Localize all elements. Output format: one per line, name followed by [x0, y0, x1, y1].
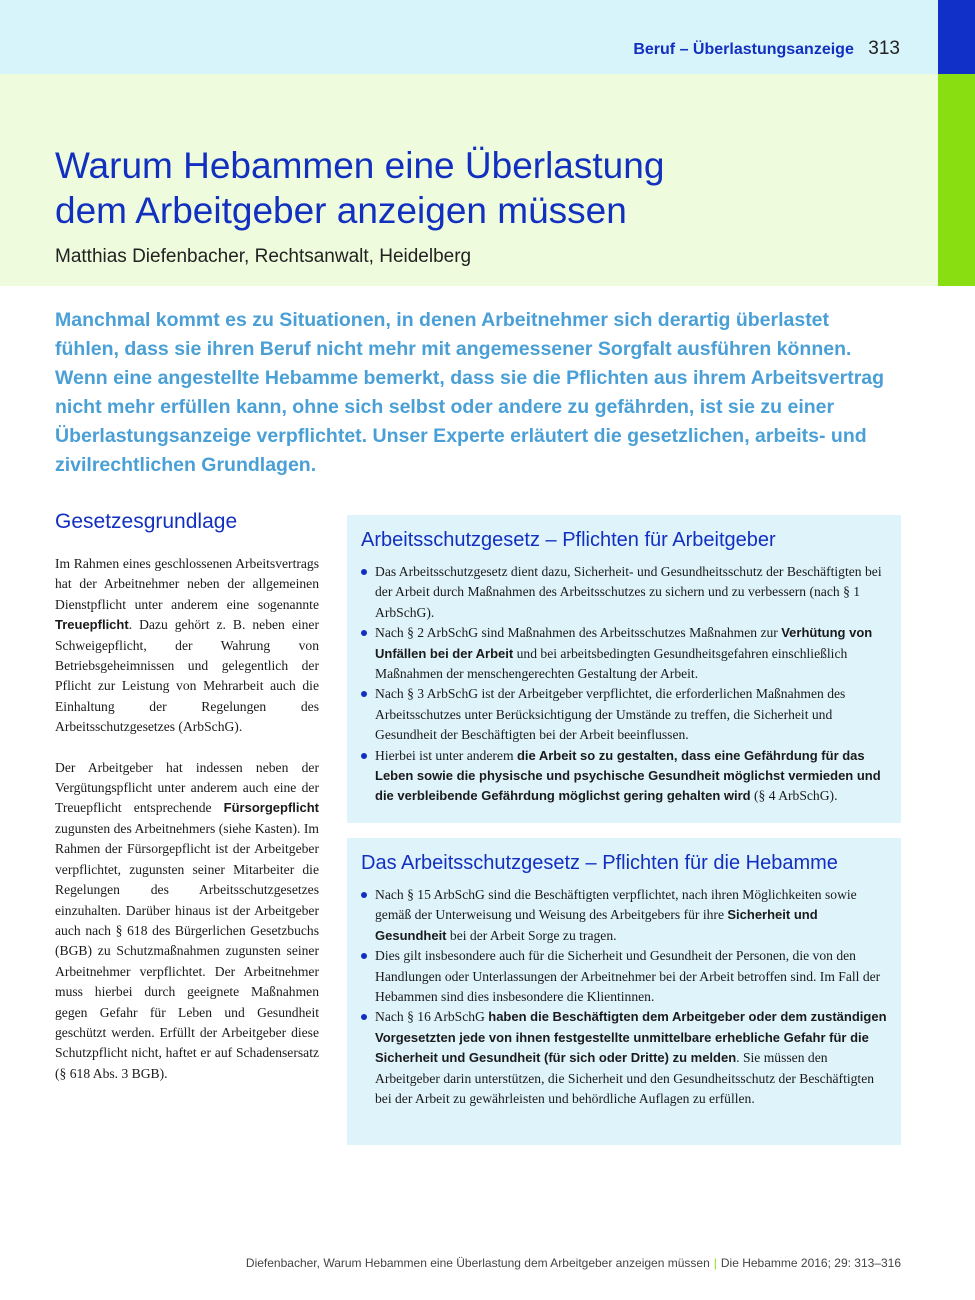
footer-journal: Die Hebamme 2016; 29: 313–316	[720, 1256, 901, 1270]
author-line: Matthias Diefenbacher, Rechtsanwalt, Heidelberg	[55, 246, 472, 267]
running-head	[633, 38, 900, 60]
bullet-icon	[361, 569, 367, 575]
list-item	[361, 623, 889, 684]
info-box-employer	[347, 515, 901, 823]
list-item	[361, 946, 889, 1007]
bold-term: Fürsorgepflicht	[223, 800, 319, 816]
footer-title: Warum Hebammen eine Überlastung dem Arbeitgeber anzeigen müssen	[323, 1256, 710, 1270]
footer-author: Diefenbacher,	[245, 1256, 320, 1270]
bold-term: die Arbeit so zu gestalten, dass eine Gefährdung für das Leben sowie die physische und psychische Gesundheit möglichst vermieden und die verbleibende Gefährdung möglichst gering gehalten wird	[375, 747, 881, 804]
body-paragraph-2	[55, 758, 319, 1085]
text-run: Hierbei ist unter anderem	[375, 747, 517, 763]
text-run: Das Arbeitsschutzgesetz dient dazu, Sicherheit- und Gesundheitsschutz der Beschäftigten bei der Arbeit durch Maßnahmen des Arbeitsschutzes zu sichern und zu verbessern (nach § 1 ArbSchG).	[375, 564, 882, 620]
article-title	[55, 143, 915, 233]
list-item	[361, 1007, 889, 1109]
bullet-list	[361, 885, 889, 1109]
bullet-icon	[361, 892, 367, 898]
bullet-icon	[361, 691, 367, 697]
body-paragraph-1	[55, 554, 319, 738]
text-run: und bei arbeitsbedingten Gesundheitsgefahren einschließlich Maßnahmen der menschengerechten Gestaltung der Arbeit.	[375, 645, 848, 682]
bullet-icon	[361, 753, 367, 759]
list-item	[361, 684, 889, 745]
text-run: (§ 4 ArbSchG).	[750, 788, 838, 804]
text-run: Nach § 3 ArbSchG ist der Arbeitgeber verpflichtet, die erforderlichen Maßnahmen des Arbeitsschutzes unter Berücksichtigung der Umstände zu treffen, die Sicherheit und Gesundheit der Beschäftigten bei der Arbeit beeinflussen.	[375, 686, 846, 743]
section-tab-green	[938, 74, 975, 286]
section-label: Beruf – Überlastungsanzeige	[633, 41, 854, 58]
text-run: . Sie müssen den Arbeitgeber darin unterstützen, die Sicherheit und den Gesundheitsschutz der Beschäftigten bei der Arbeit zu gewährleisten und behördliche Auflagen zu erfüllen.	[375, 1050, 875, 1107]
bold-term: haben die Beschäftigten dem Arbeitgeber oder dem zuständigen Vorgesetzten jede von ihnen festgestellte unmittelbare erhebliche Gefahr für die Sicherheit und Gesundheit (für sich oder Dritte) zu melden	[375, 1009, 887, 1066]
text-run: Nach § 15 ArbSchG sind die Beschäftigten verpflichtet, nach ihren Möglichkeiten sowie gemäß der Unterweisung und Weisung des Arbeitgebers für ihre	[375, 887, 857, 923]
box-heading: Arbeitsschutzgesetz – Pflichten für Arbeitgeber	[361, 529, 776, 551]
list-item	[361, 562, 889, 623]
list-item	[361, 885, 889, 946]
footer-separator: |	[713, 1256, 717, 1270]
header-band	[0, 0, 938, 74]
text-run: Dies gilt insbesondere auch für die Sicherheit und Gesundheit der Personen, die von den Handlungen oder Unterlassungen der Arbeitnehmer bei der Arbeit betroffen sind. Im Fall der Hebammen sind dies insbesondere die Klientinnen.	[375, 948, 881, 1005]
footer-citation	[246, 1256, 901, 1270]
bullet-list	[361, 562, 889, 807]
section-tab-blue	[938, 0, 975, 74]
text-run: zugunsten des Arbeitnehmers (siehe Kasten). Im Rahmen der Fürsorgepflicht ist der Arbeitgeber verpflichtet, zugunsten seiner Mitarbeiter die Regelungen des Arbeitsschutzgesetzes einzuhalten. Darüber hinaus ist der Arbeitgeber auch nach § 618 des Bürgerlichen Gesetzbuchs (BGB) zu Schutzmaßnahmen zugunsten seiner Arbeitnehmer verpflichtet. Der Arbeitnehmer muss hierbei durch geeignete Maßnahmen gegen Gefahr für Leben und Gesundheit geschützt werden. Erfüllt der Arbeitgeber diese Schutzpflicht nicht, haftet er auf Schadensersatz (§ 618 Abs. 3 BGB).	[55, 820, 319, 1081]
text-run: Im Rahmen eines geschlossenen Arbeitsvertrags hat der Arbeitnehmer neben der allgemeinen Dienstpflicht unter anderem eine sogenannte	[55, 556, 319, 612]
title-line-2: dem Arbeitgeber anzeigen müssen	[55, 190, 627, 231]
bullet-icon	[361, 630, 367, 636]
text-run: Der Arbeitgeber hat indessen neben der Vergütungspflicht unter anderem auch eine der Treuepflicht entsprechende	[55, 759, 319, 816]
bold-term: Verhütung von Unfällen bei der Arbeit	[375, 625, 873, 661]
text-run: bei der Arbeit Sorge zu tragen.	[446, 927, 617, 943]
section-heading: Gesetzesgrundlage	[55, 510, 238, 533]
bold-term: Sicherheit und Gesundheit	[375, 907, 818, 943]
text-run: Nach § 16 ArbSchG	[375, 1009, 489, 1025]
box-heading: Das Arbeitsschutzgesetz – Pflichten für die Hebamme	[361, 852, 838, 874]
bullet-icon	[361, 1014, 367, 1020]
lead-paragraph: Manchmal kommt es zu Situationen, in denen Arbeitnehmer sich derartig überlastet fühlen, dass sie ihren Beruf nicht mehr mit angemessener Sorgfalt ausführen können. Wenn eine angestellte Hebamme bemerkt, dass sie die Pflichten aus ihrem Arbeitsvertrag nicht mehr erfüllen kann, ohne sich selbst oder andere zu gefährden, ist sie zu einer Überlastungsanzeige verpflichtet. Unser Experte erläutert die gesetzlichen, arbeits- und zivilrechtlichen Grundlagen.	[55, 309, 885, 476]
text-run: . Dazu gehört z. B. neben einer Schweigepflicht, der Wahrung von Betriebsgeheimnissen und gelegentlich der Pflicht zur Leistung von Mehrarbeit auch die Einhaltung der Regelungen des Arbeitsschutzgesetzes (ArbSchG).	[55, 617, 319, 735]
info-box-midwife	[347, 838, 901, 1145]
page-number: 313	[868, 38, 900, 59]
text-run: Nach § 2 ArbSchG sind Maßnahmen des Arbeitsschutzes Maßnahmen zur	[375, 625, 782, 641]
bullet-icon	[361, 953, 367, 959]
list-item	[361, 746, 889, 807]
bold-term: Treuepflicht	[55, 617, 129, 633]
left-column	[55, 510, 319, 1104]
title-line-1: Warum Hebammen eine Überlastung	[55, 145, 665, 186]
